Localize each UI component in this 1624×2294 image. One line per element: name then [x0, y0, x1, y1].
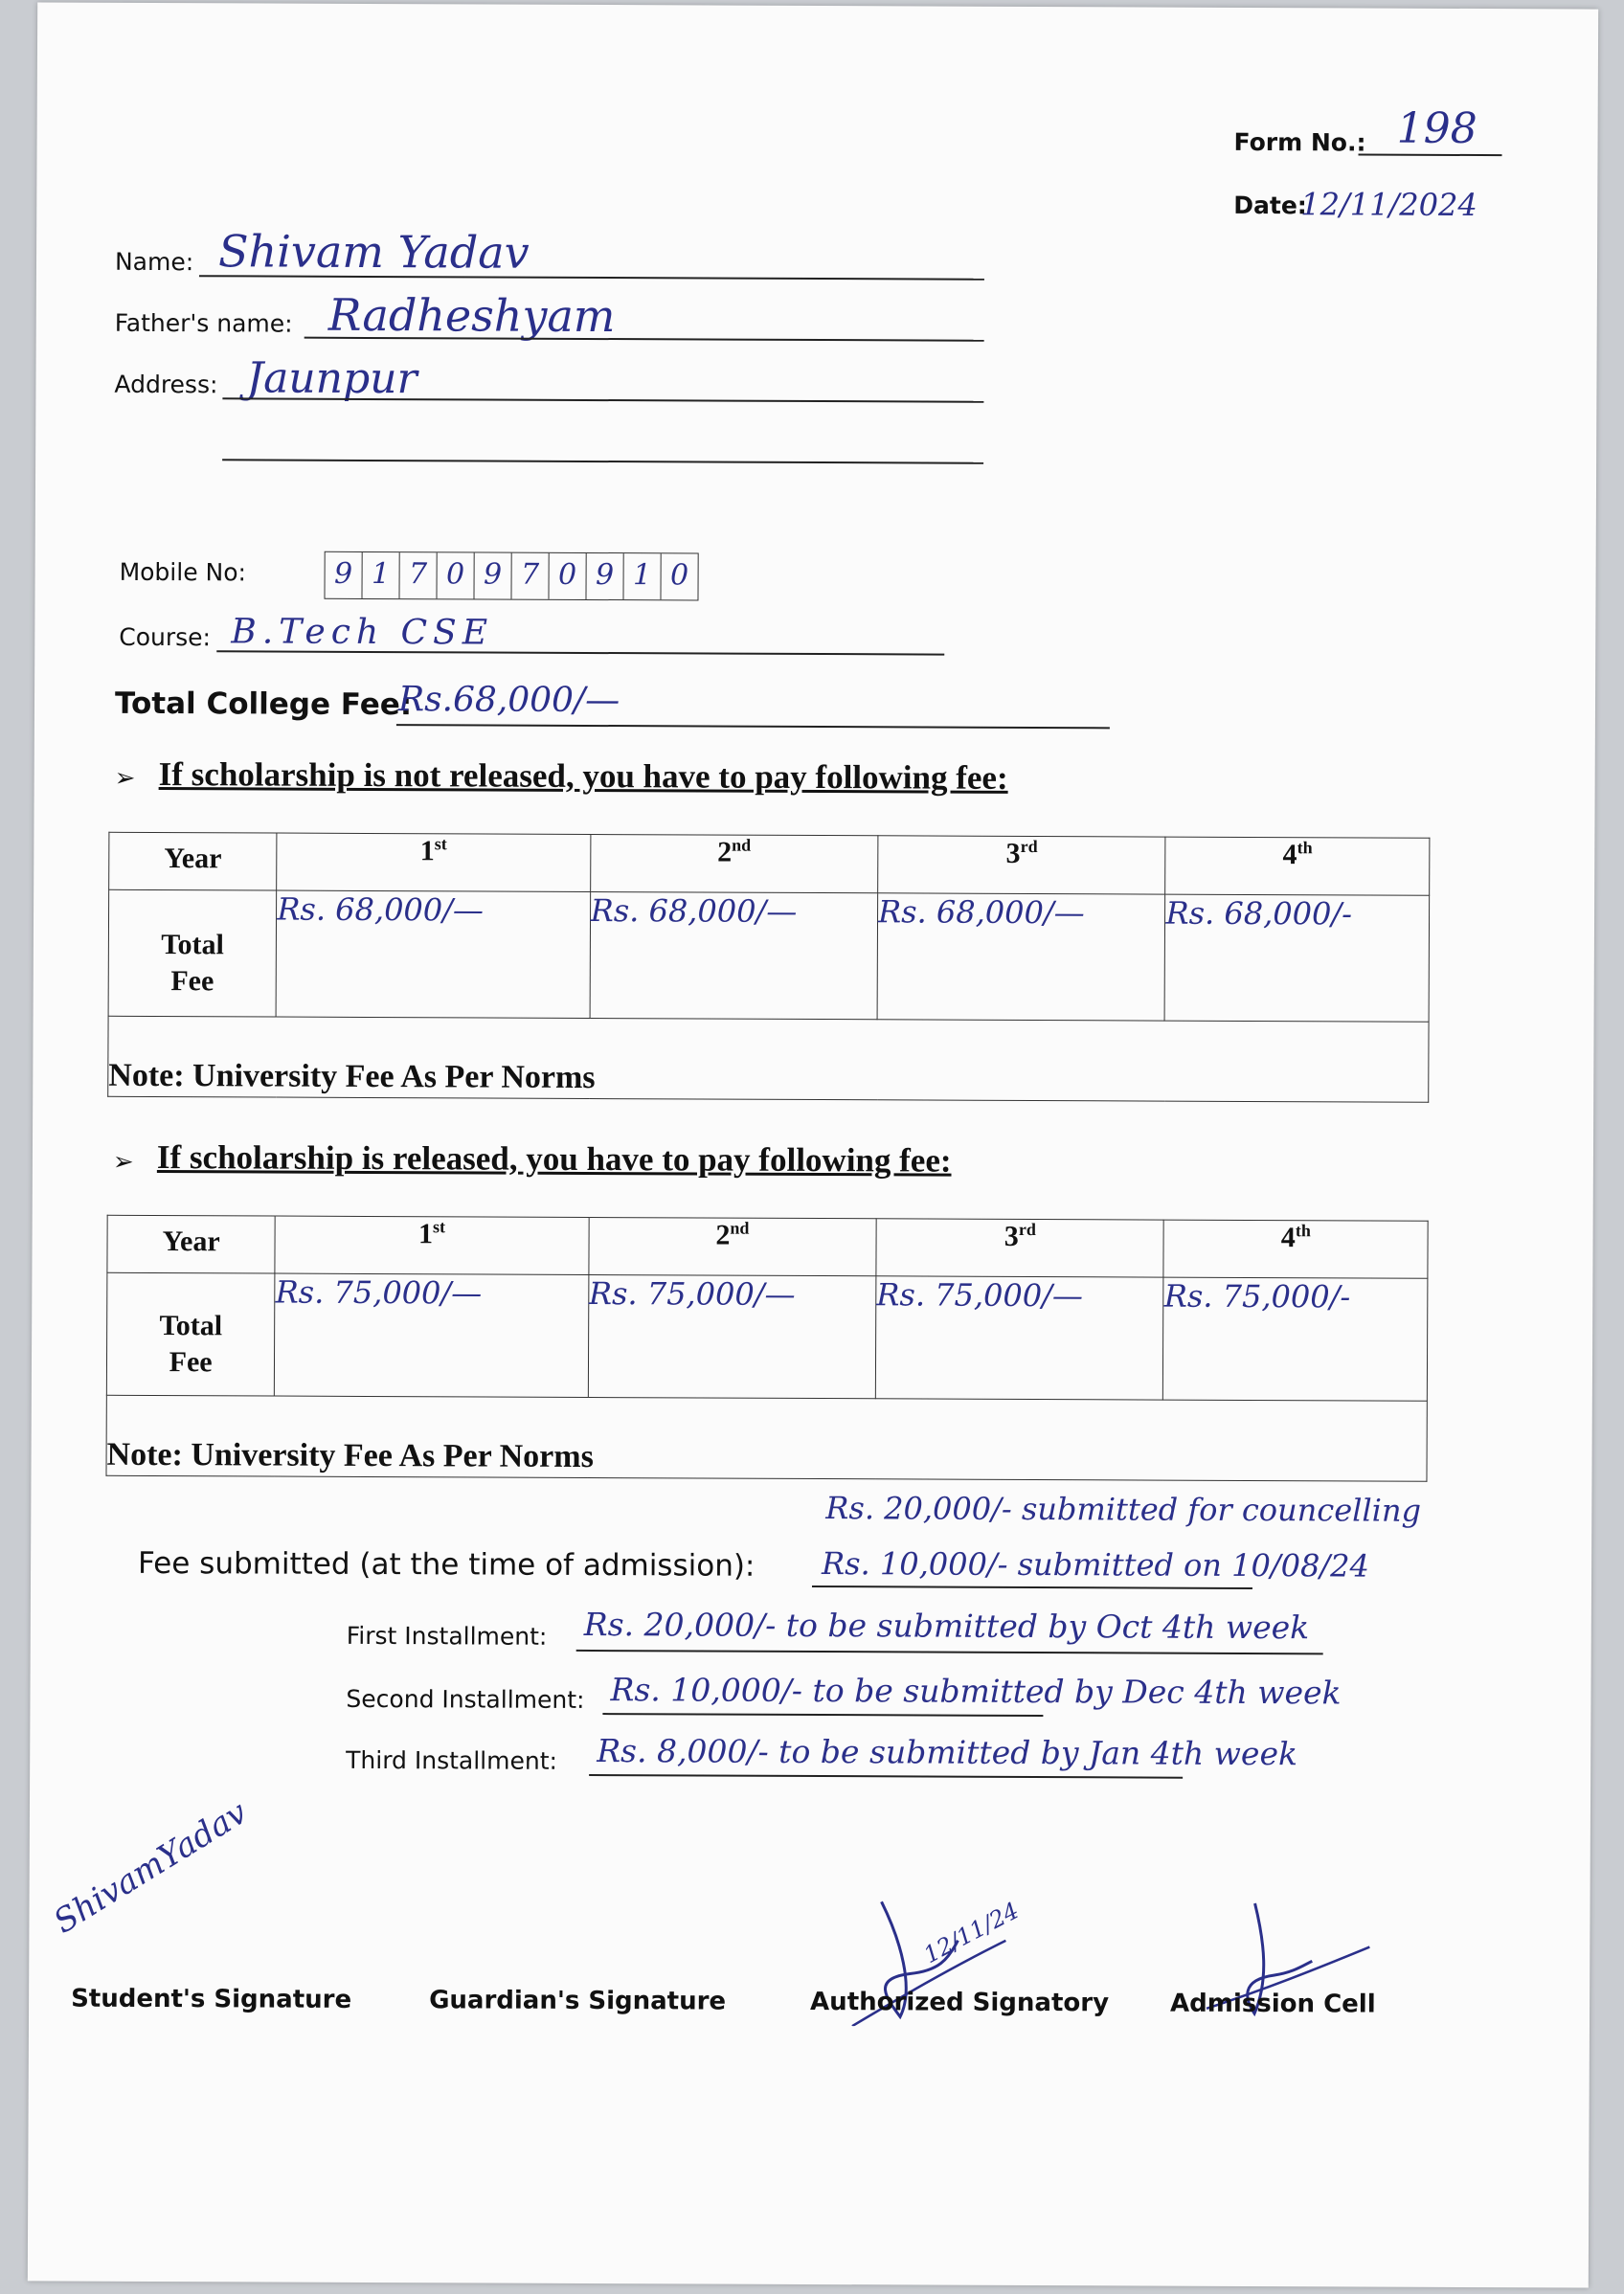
mobile-digit: 0 [669, 558, 689, 593]
admission-cell-label: Admission Cell [1170, 1989, 1376, 2019]
admission-fee-line [812, 1586, 1252, 1589]
counselling-note: Rs. 20,000/- submitted for councelling [825, 1490, 1422, 1529]
fee-cell: Rs. 68,000/— [276, 890, 590, 1018]
mobile-digit: 9 [586, 553, 623, 599]
row-label-line1: Total [159, 1309, 223, 1341]
father-value: Radheshyam [327, 288, 616, 343]
year-num: 2 [717, 836, 733, 868]
year-4-header [1165, 837, 1430, 895]
row-label-line2: Fee [170, 964, 214, 997]
form-sheet [28, 2, 1598, 2287]
total-fee-value: Rs.68,000/— [397, 680, 620, 721]
fee-cell: Rs. 75,000/- [1163, 1277, 1428, 1401]
name-line [199, 275, 984, 281]
year-sup: nd [730, 1218, 750, 1238]
mobile-digit: 9 [325, 552, 362, 598]
admission-fee-value: Rs. 10,000/- submitted on 10/08/24 [822, 1545, 1369, 1585]
year-sup: rd [1020, 836, 1038, 857]
year-num: 4 [1282, 839, 1297, 871]
mobile-digit: 7 [399, 552, 437, 598]
fee-cell: Rs. 75,000/— [875, 1276, 1163, 1400]
address-value: Jaunpur [246, 353, 417, 404]
name-value: Shivam Yadav [217, 225, 530, 279]
year-num: 3 [1004, 1220, 1019, 1252]
admission-fee-label: Fee submitted (at the time of admission): [138, 1545, 756, 1584]
table-header-row [107, 1215, 1428, 1278]
table-row [106, 1272, 1428, 1401]
second-installment-label: Second Installment: [346, 1684, 585, 1714]
fee-table-not-released [107, 832, 1430, 1103]
form-no-label: Form No.: [1233, 127, 1366, 157]
year-3-header [876, 1219, 1164, 1277]
course-label: Course: [119, 622, 212, 652]
date-label: Date: [1233, 191, 1307, 220]
section-not-released-title: If scholarship is not released, you have to pay following fee: [158, 755, 1008, 797]
year-num: 1 [419, 835, 435, 867]
authorized-signatory-label: Authorized Signatory [810, 1987, 1110, 2018]
year-num: 2 [715, 1219, 731, 1251]
year-4-header [1163, 1220, 1428, 1278]
second-installment-value: Rs. 10,000/- to be submitted by Dec 4th week [610, 1671, 1342, 1712]
first-installment-value: Rs. 20,000/- to be submitted by Oct 4th week [583, 1605, 1310, 1647]
father-label: Father's name: [114, 308, 293, 338]
mobile-digit: 7 [511, 553, 549, 599]
total-fee-row-label [108, 889, 277, 1017]
row-label-line2: Fee [169, 1345, 213, 1378]
note-row [106, 1395, 1427, 1481]
second-installment-line [602, 1713, 1043, 1717]
date-value: 12/11/2024 [1300, 186, 1477, 224]
course-value: B.Tech CSE [231, 612, 494, 653]
third-installment-value: Rs. 8,000/- to be submitted by Jan 4th week [597, 1732, 1298, 1773]
first-installment-line [576, 1650, 1323, 1654]
bullet-arrow-icon: ➢ [114, 763, 136, 793]
fee-cell: Rs. 75,000/— [275, 1273, 589, 1397]
year-1-header [275, 1216, 589, 1274]
student-signature-mark: ShivamYadav [47, 1793, 255, 1942]
year-num: 3 [1005, 837, 1021, 869]
year-header: Year [109, 832, 278, 890]
bullet-arrow-icon: ➢ [112, 1147, 134, 1177]
year-1-header [277, 833, 591, 891]
year-sup: st [433, 1217, 446, 1237]
university-fee-note: Note: University Fee As Per Norms [106, 1395, 1427, 1481]
year-sup: th [1297, 838, 1313, 858]
table-header-row [109, 832, 1430, 895]
row-label-line1: Total [161, 928, 224, 960]
address-label: Address: [114, 370, 218, 399]
name-label: Name: [114, 247, 194, 277]
year-sup: th [1295, 1221, 1311, 1241]
year-2-header [590, 834, 878, 892]
student-signature-label: Student's Signature [71, 1984, 352, 2014]
guardian-signature-label: Guardian's Signature [429, 1986, 727, 2016]
fee-cell: Rs. 68,000/— [590, 891, 878, 1019]
mobile-label: Mobile No: [119, 557, 247, 587]
authorized-signature-date: 12/11/24 [919, 1897, 1024, 1969]
form-no-line [1359, 153, 1502, 156]
fee-cell: Rs. 68,000/— [877, 893, 1165, 1021]
mobile-digit: 1 [623, 553, 661, 599]
year-sup: nd [732, 835, 752, 855]
total-fee-label: Total College Fee: [114, 686, 413, 723]
form-no-value: 198 [1396, 103, 1477, 154]
mobile-digit: 0 [549, 553, 586, 599]
year-num: 4 [1280, 1222, 1296, 1254]
mobile-digit-boxes [324, 551, 698, 601]
course-line [216, 650, 944, 655]
total-fee-line [396, 724, 1110, 729]
year-3-header [878, 836, 1166, 894]
fee-table-released [105, 1215, 1428, 1482]
total-fee-row-label [106, 1272, 275, 1396]
fee-cell: Rs. 68,000/- [1165, 894, 1430, 1022]
third-installment-label: Third Installment: [346, 1745, 558, 1775]
mobile-digit: 1 [362, 552, 399, 598]
mobile-digit: 9 [474, 552, 511, 598]
year-num: 1 [417, 1218, 434, 1250]
note-row [108, 1016, 1429, 1102]
year-sup: rd [1018, 1219, 1036, 1240]
fee-cell: Rs. 75,000/— [588, 1274, 876, 1398]
university-fee-note: Note: University Fee As Per Norms [108, 1016, 1429, 1102]
first-installment-label: First Installment: [346, 1621, 548, 1651]
section-released-title: If scholarship is released, you have to pay following fee: [156, 1138, 952, 1180]
table-row [108, 889, 1430, 1022]
year-sup: st [434, 834, 447, 854]
year-2-header [588, 1217, 876, 1275]
third-installment-line [589, 1774, 1183, 1779]
year-header: Year [107, 1215, 276, 1273]
address-line-2 [222, 459, 983, 463]
mobile-digit: 0 [437, 552, 474, 598]
